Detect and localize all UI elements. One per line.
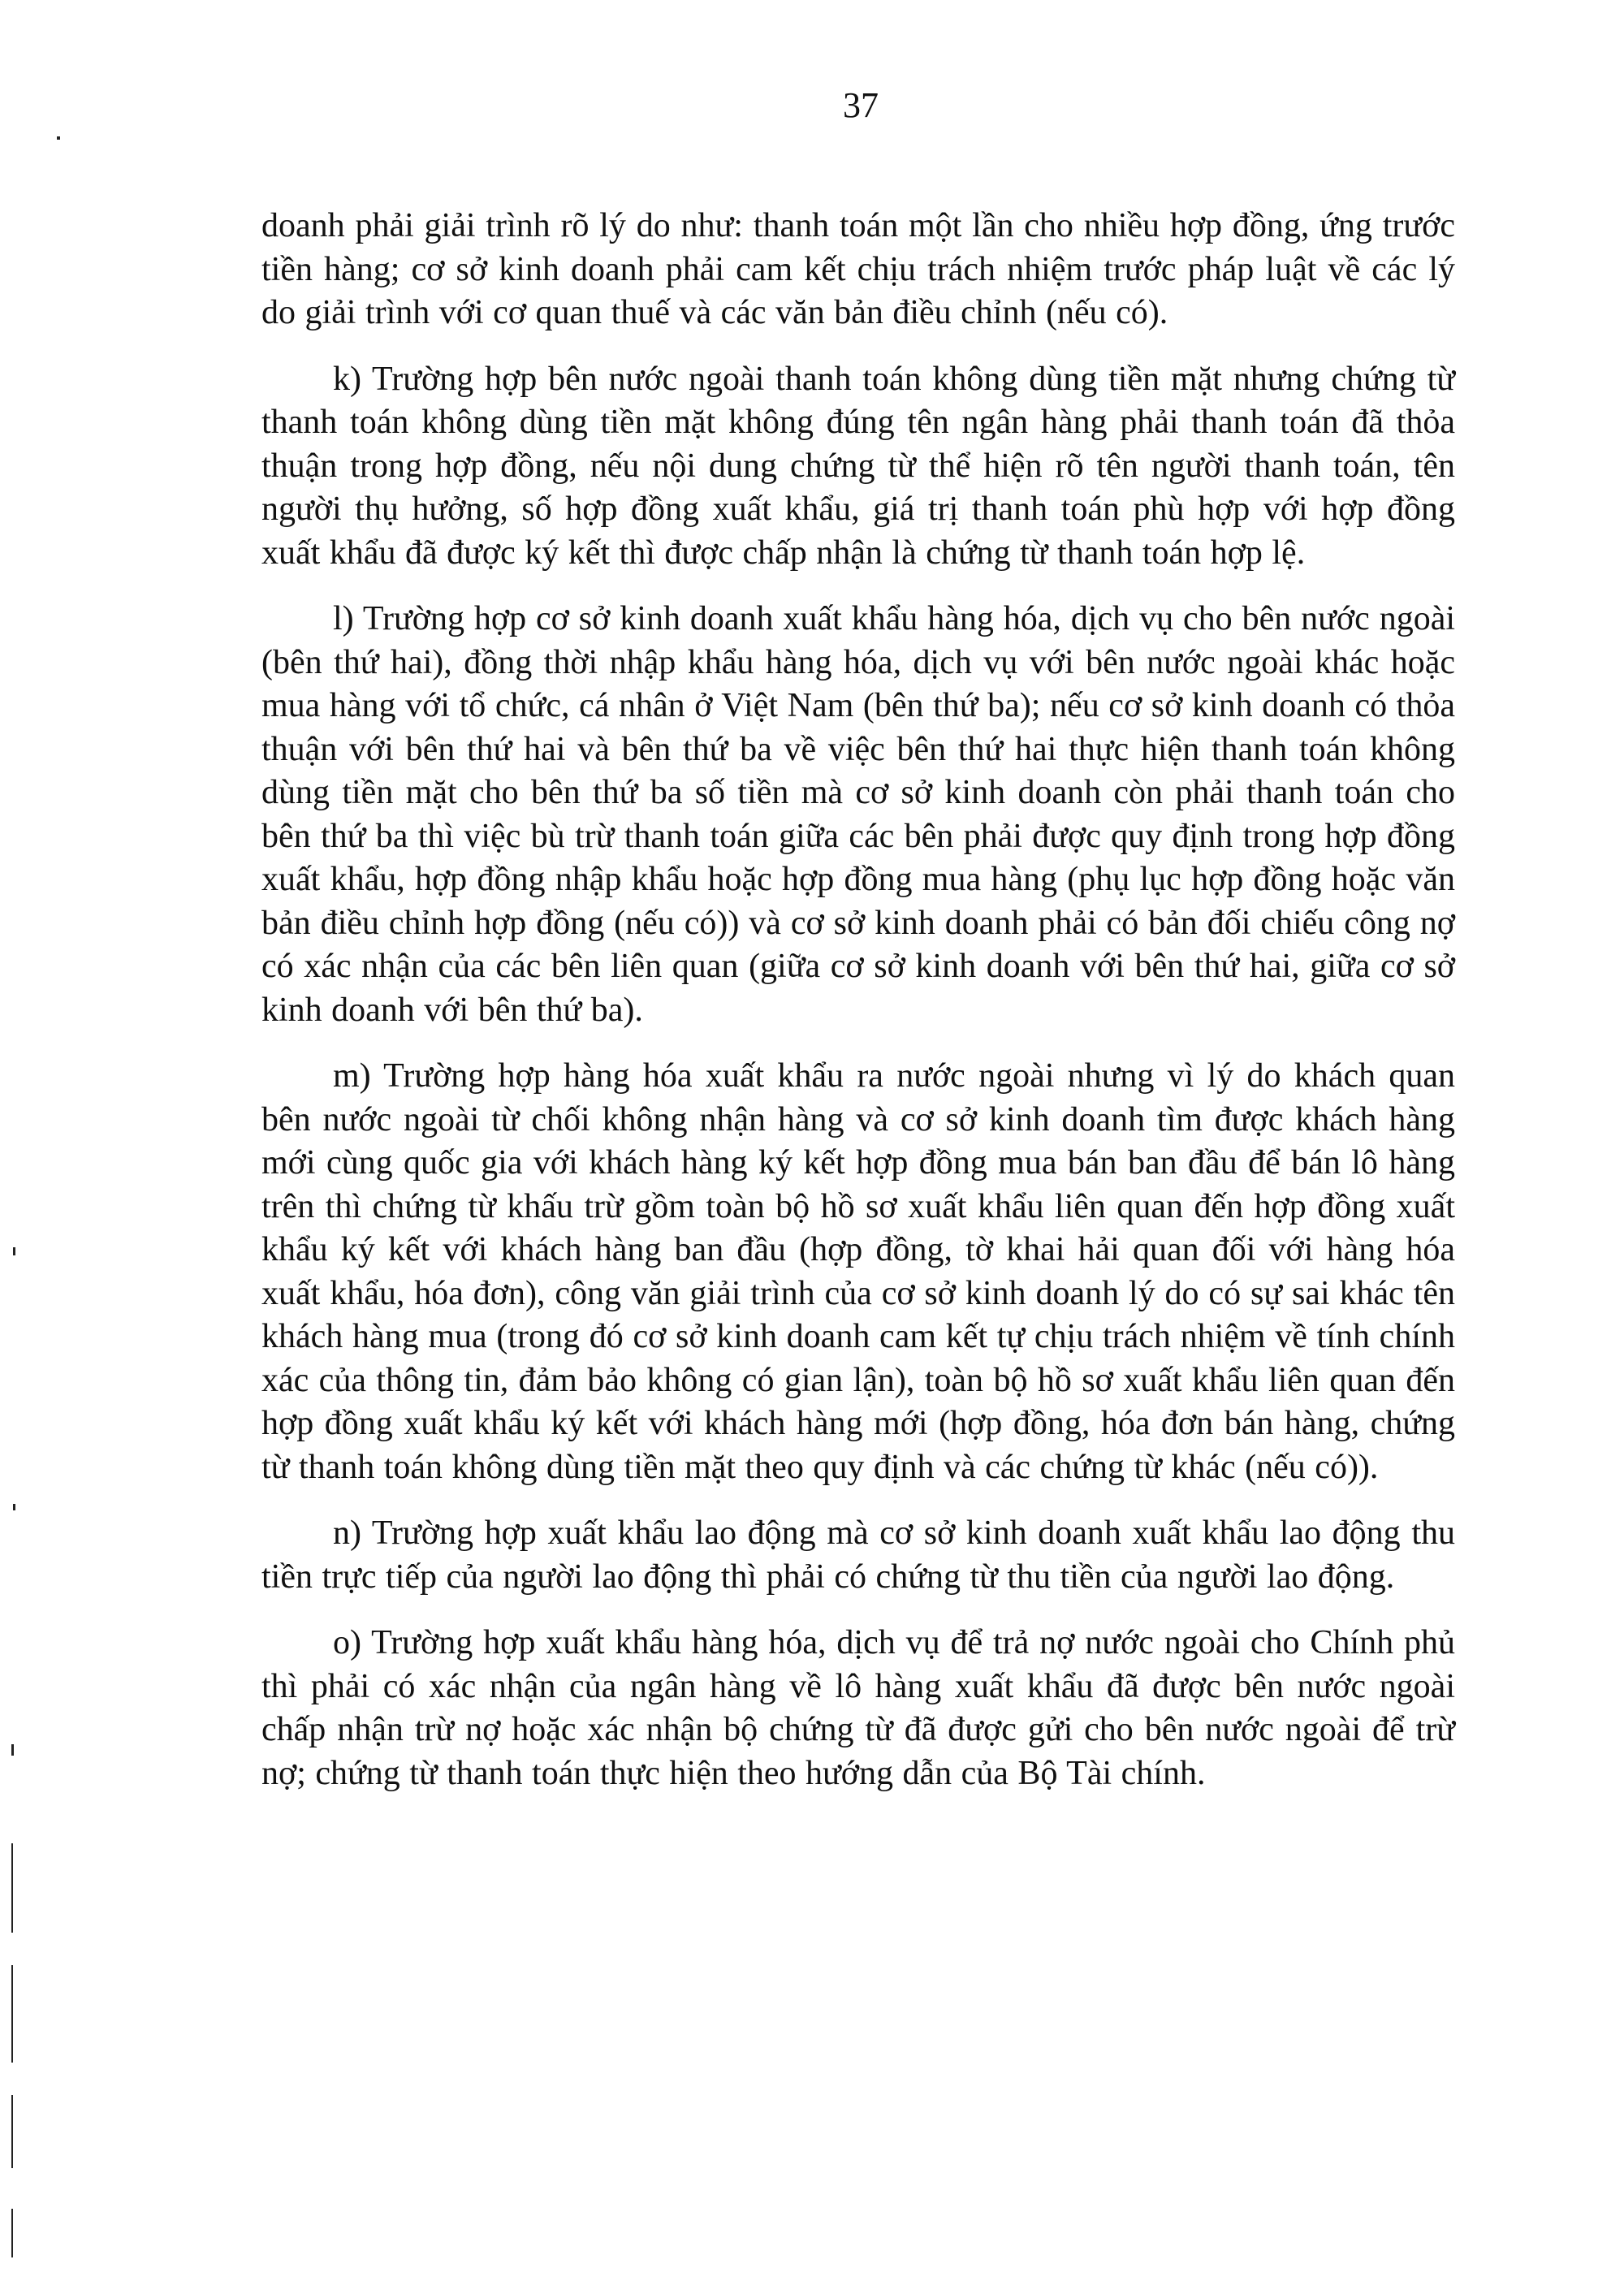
scan-mark xyxy=(13,1247,15,1255)
scan-mark xyxy=(13,1504,15,1510)
paragraph-l: l) Trường hợp cơ sở kinh doanh xuất khẩu hàng hóa, dịch vụ cho bên nước ngoài (bên thứ hai), đồng thời nhập khẩu hàng hóa, dịch vụ với bên nước ngoài khác hoặc mua hàng với tổ chức, cá nhân ở Việt Nam (bên thứ ba); nếu cơ sở kinh doanh có thỏa thuận với bên thứ hai và bên thứ ba về việc bên thứ hai thực hiện thanh toán không dùng tiền mặt cho bên thứ ba số tiền mà cơ sở kinh doanh còn phải thanh toán cho bên thứ ba thì việc bù trừ thanh toán giữa các bên phải được quy định trong hợp đồng xuất khẩu, hợp đồng nhập khẩu hoặc hợp đồng mua hàng (phụ lục hợp đồng hoặc văn bản điều chỉnh hợp đồng (nếu có)) và cơ sở kinh doanh phải có bản đối chiếu công nợ có xác nhận của các bên liên quan (giữa cơ sở kinh doanh với bên thứ hai, giữa cơ sở kinh doanh với bên thứ ba). xyxy=(261,600,1455,1029)
page-body xyxy=(261,205,1455,1795)
paragraph-o: o) Trường hợp xuất khẩu hàng hóa, dịch vụ để trả nợ nước ngoài cho Chính phủ thì phải có xác nhận của ngân hàng về lô hàng xuất khẩu đã được bên nước ngoài chấp nhận trừ nợ hoặc xác nhận bộ chứng từ đã được gửi cho bên nước ngoài để trừ nợ; chứng từ thanh toán thực hiện theo hướng dẫn của Bộ Tài chính. xyxy=(261,1624,1455,1792)
paragraph-k: k) Trường hợp bên nước ngoài thanh toán không dùng tiền mặt nhưng chứng từ thanh toán không dùng tiền mặt không đúng tên ngân hàng phải thanh toán đã thỏa thuận trong hợp đồng, nếu nội dung chứng từ thể hiện rõ tên người thanh toán, tên người thụ hưởng, số hợp đồng xuất khẩu, giá trị thanh toán phù hợp với hợp đồng xuất khẩu đã được ký kết thì được chấp nhận là chứng từ thanh toán hợp lệ. xyxy=(261,360,1455,572)
scan-mark xyxy=(11,1965,13,2063)
scan-mark xyxy=(11,1744,14,1756)
scan-mark xyxy=(11,1843,13,1933)
scan-mark xyxy=(11,2095,13,2168)
page-number: 37 xyxy=(843,85,879,125)
scan-mark xyxy=(11,2209,13,2257)
scan-mark xyxy=(57,136,60,140)
paragraph-n: n) Trường hợp xuất khẩu lao động mà cơ sở kinh doanh xuất khẩu lao động thu tiền trực tiếp của người lao động thì phải có chứng từ thu tiền của người lao động. xyxy=(261,1514,1455,1596)
paragraph-continuation: doanh phải giải trình rõ lý do như: thanh toán một lần cho nhiều hợp đồng, ứng trước tiền hàng; cơ sở kinh doanh phải cam kết chịu trách nhiệm trước pháp luật về các lý do giải trình với cơ quan thuế và các văn bản điều chỉnh (nếu có). xyxy=(261,207,1455,331)
paragraph-m: m) Trường hợp hàng hóa xuất khẩu ra nước ngoài nhưng vì lý do khách quan bên nước ngoài từ chối không nhận hàng và cơ sở kinh doanh tìm được khách hàng mới cùng quốc gia với khách hàng ký kết hợp đồng mua bán ban đầu để bán lô hàng trên thì chứng từ khấu trừ gồm toàn bộ hồ sơ xuất khẩu liên quan đến hợp đồng xuất khẩu ký kết với khách hàng ban đầu (hợp đồng, tờ khai hải quan đối với hàng hóa xuất khẩu, hóa đơn), công văn giải trình của cơ sở kinh doanh lý do có sự sai khác tên khách hàng mua (trong đó cơ sở kinh doanh cam kết tự chịu trách nhiệm về tính chính xác của thông tin, đảm bảo không có gian lận), toàn bộ hồ sơ xuất khẩu liên quan đến hợp đồng xuất khẩu ký kết với khách hàng mới (hợp đồng, hóa đơn bán hàng, chứng từ thanh toán không dùng tiền mặt theo quy định và các chứng từ khác (nếu có)). xyxy=(261,1057,1455,1486)
